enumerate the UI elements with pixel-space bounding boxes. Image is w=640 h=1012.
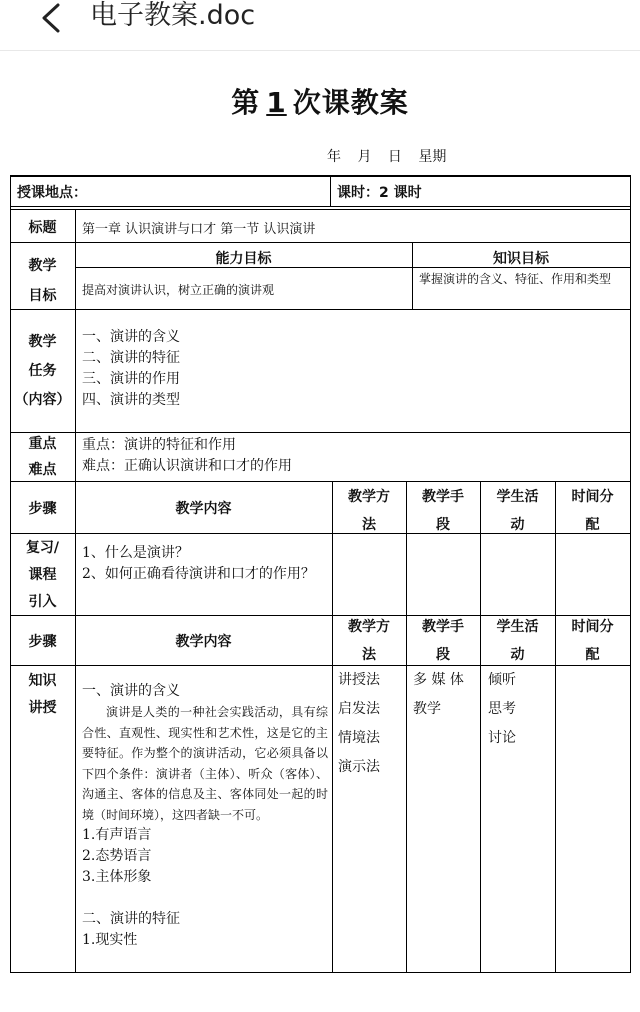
teach-heading-2: 二、演讲的特征 — [82, 911, 180, 927]
ability-goal-header: 能力目标 — [215, 251, 272, 267]
date-line: 年 月 日 星期 — [327, 149, 447, 165]
step-header: 步骤 — [28, 501, 57, 517]
lesson-title: 第 1 次课教案 — [231, 86, 409, 119]
teach-label: 知识 讲授 — [28, 673, 57, 716]
teach-list-item: 3.主体形象 — [82, 869, 152, 885]
teach-list-item: 1.有声语言 — [82, 827, 152, 843]
key-difficult-label: 重点 难点 — [28, 436, 57, 478]
task-label: 教学 任务 （内容） — [14, 334, 71, 408]
key-difficult-points — [82, 435, 622, 477]
teach-content — [82, 681, 328, 951]
location-label: 授课地点： — [17, 185, 87, 201]
top-bar — [0, 0, 640, 51]
key-point: 重点：演讲的特征和作用 — [82, 437, 236, 453]
activity-header-2: 学生活 动 — [496, 619, 539, 663]
methods-list: 讲授法 启发法 情境法 演示法 — [338, 672, 380, 775]
chevron-left-icon — [34, 2, 74, 38]
goal-label: 教学 目标 — [28, 258, 57, 304]
activity-header: 学生活 动 — [496, 489, 539, 533]
ability-goal-value: 提高对演讲认识，树立正确的演讲观 — [82, 283, 275, 297]
means-header-2: 教学手 段 — [422, 619, 464, 663]
teach-list-item: 1.现实性 — [82, 932, 138, 948]
time-header: 时间分 配 — [571, 489, 614, 533]
teach-list-item: 2.态势语言 — [82, 848, 152, 864]
review-content: 1、什么是演讲？ 2、如何正确看待演讲和口才的作用？ — [82, 545, 315, 582]
teach-heading: 一、演讲的含义 — [82, 683, 180, 699]
means-header: 教学手 段 — [422, 489, 464, 533]
means-list: 多 媒 体 教学 — [413, 672, 464, 717]
content-header-2: 教学内容 — [175, 634, 232, 650]
document-page[interactable] — [0, 51, 640, 1012]
difficult-point: 难点：正确认识演讲和口才的作用 — [82, 458, 292, 474]
class-hours-label: 课时：2 课时 — [337, 185, 422, 201]
time-header-2: 时间分 配 — [571, 619, 614, 663]
teach-paragraph: 演讲是人类的一种社会实践活动，具有综合性、直观性、现实性和艺术性，这是它的主要特征。作为整个的演讲活动，它必须具备以下四个条件：演讲者（主体）、听众（客体）、沟通主、客体的信息及主、客体同处一起的时境（时间环境），这四者缺一不可。 — [82, 705, 328, 822]
topic-value: 第一章 认识演讲与口才 第一节 认识演讲 — [82, 222, 316, 237]
task-list: 一、演讲的含义 二、演讲的特征 三、演讲的作用 四、演讲的类型 — [82, 329, 180, 408]
knowledge-goal-value: 掌握演讲的含义、特征、作用和类型 — [419, 272, 612, 286]
method-header-2: 教学方 法 — [348, 619, 390, 663]
activities-list: 倾听 思考 讨论 — [488, 672, 516, 746]
topic-label: 标题 — [28, 220, 57, 236]
knowledge-goal-header: 知识目标 — [493, 251, 549, 267]
content-header: 教学内容 — [175, 501, 232, 517]
method-header: 教学方 法 — [348, 489, 390, 533]
step-header-2: 步骤 — [28, 634, 57, 650]
back-button[interactable] — [34, 2, 74, 38]
document-title: 电子教案.doc — [90, 0, 256, 31]
review-label: 复习/ 课程 引入 — [25, 540, 60, 610]
